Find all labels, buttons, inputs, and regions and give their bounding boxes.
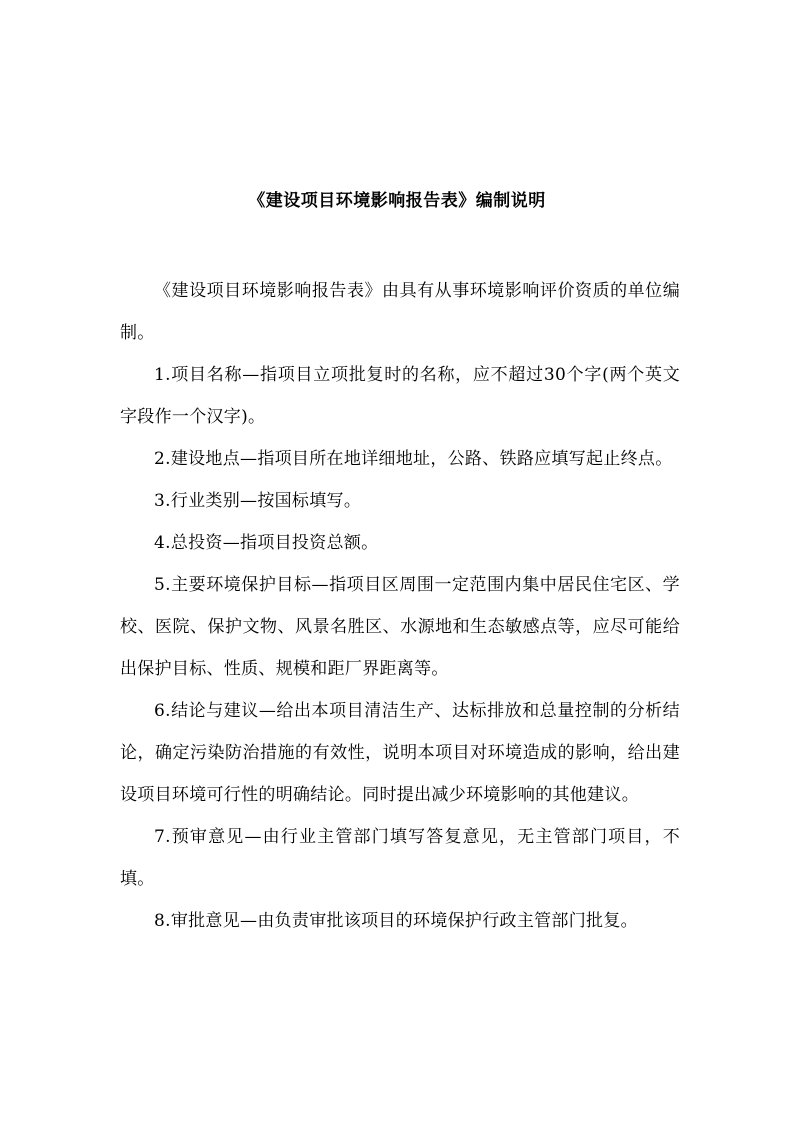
paragraph-pre-review: 7.预审意见—由行业主管部门填写答复意见，无主管部门项目，不填。: [120, 827, 680, 889]
paragraph-industry-category: 3.行业类别—按国标填写。: [154, 491, 362, 511]
paragraph-approval: 8.审批意见—由负责审批该项目的环境保护行政主管部门批复。: [154, 911, 638, 931]
paragraph-construction-site: 2.建设地点—指项目所在地详细地址，公路、铁路应填写起止终点。: [154, 449, 673, 469]
paragraph-total-investment: 4.总投资—指项目投资总额。: [154, 533, 379, 553]
paragraph-intro: 《建设项目环境影响报告表》由具有从事环境影响评价资质的单位编制。: [120, 281, 680, 343]
paragraph-project-name: 1.项目名称—指项目立项批复时的名称，应不超过30个字(两个英文字段作一个汉字)。: [120, 365, 680, 427]
document-body: [120, 270, 680, 942]
document-title: 《建设项目环境影响报告表》编制说明: [248, 191, 546, 211]
paragraph-conclusions: 6.结论与建议—给出本项目清洁生产、达标排放和总量控制的分析结论，确定污染防治措施的有效性，说明本项目对环境造成的影响，给出建设项目环境可行性的明确结论。同时提出减少环境影响的其他建议。: [120, 701, 680, 805]
paragraph-protection-targets: 5.主要环境保护目标—指项目区周围一定范围内集中居民住宅区、学校、医院、保护文物、风景名胜区、水源地和生态敏感点等，应尽可能给出保护目标、性质、规模和距厂界距离等。: [120, 575, 680, 679]
